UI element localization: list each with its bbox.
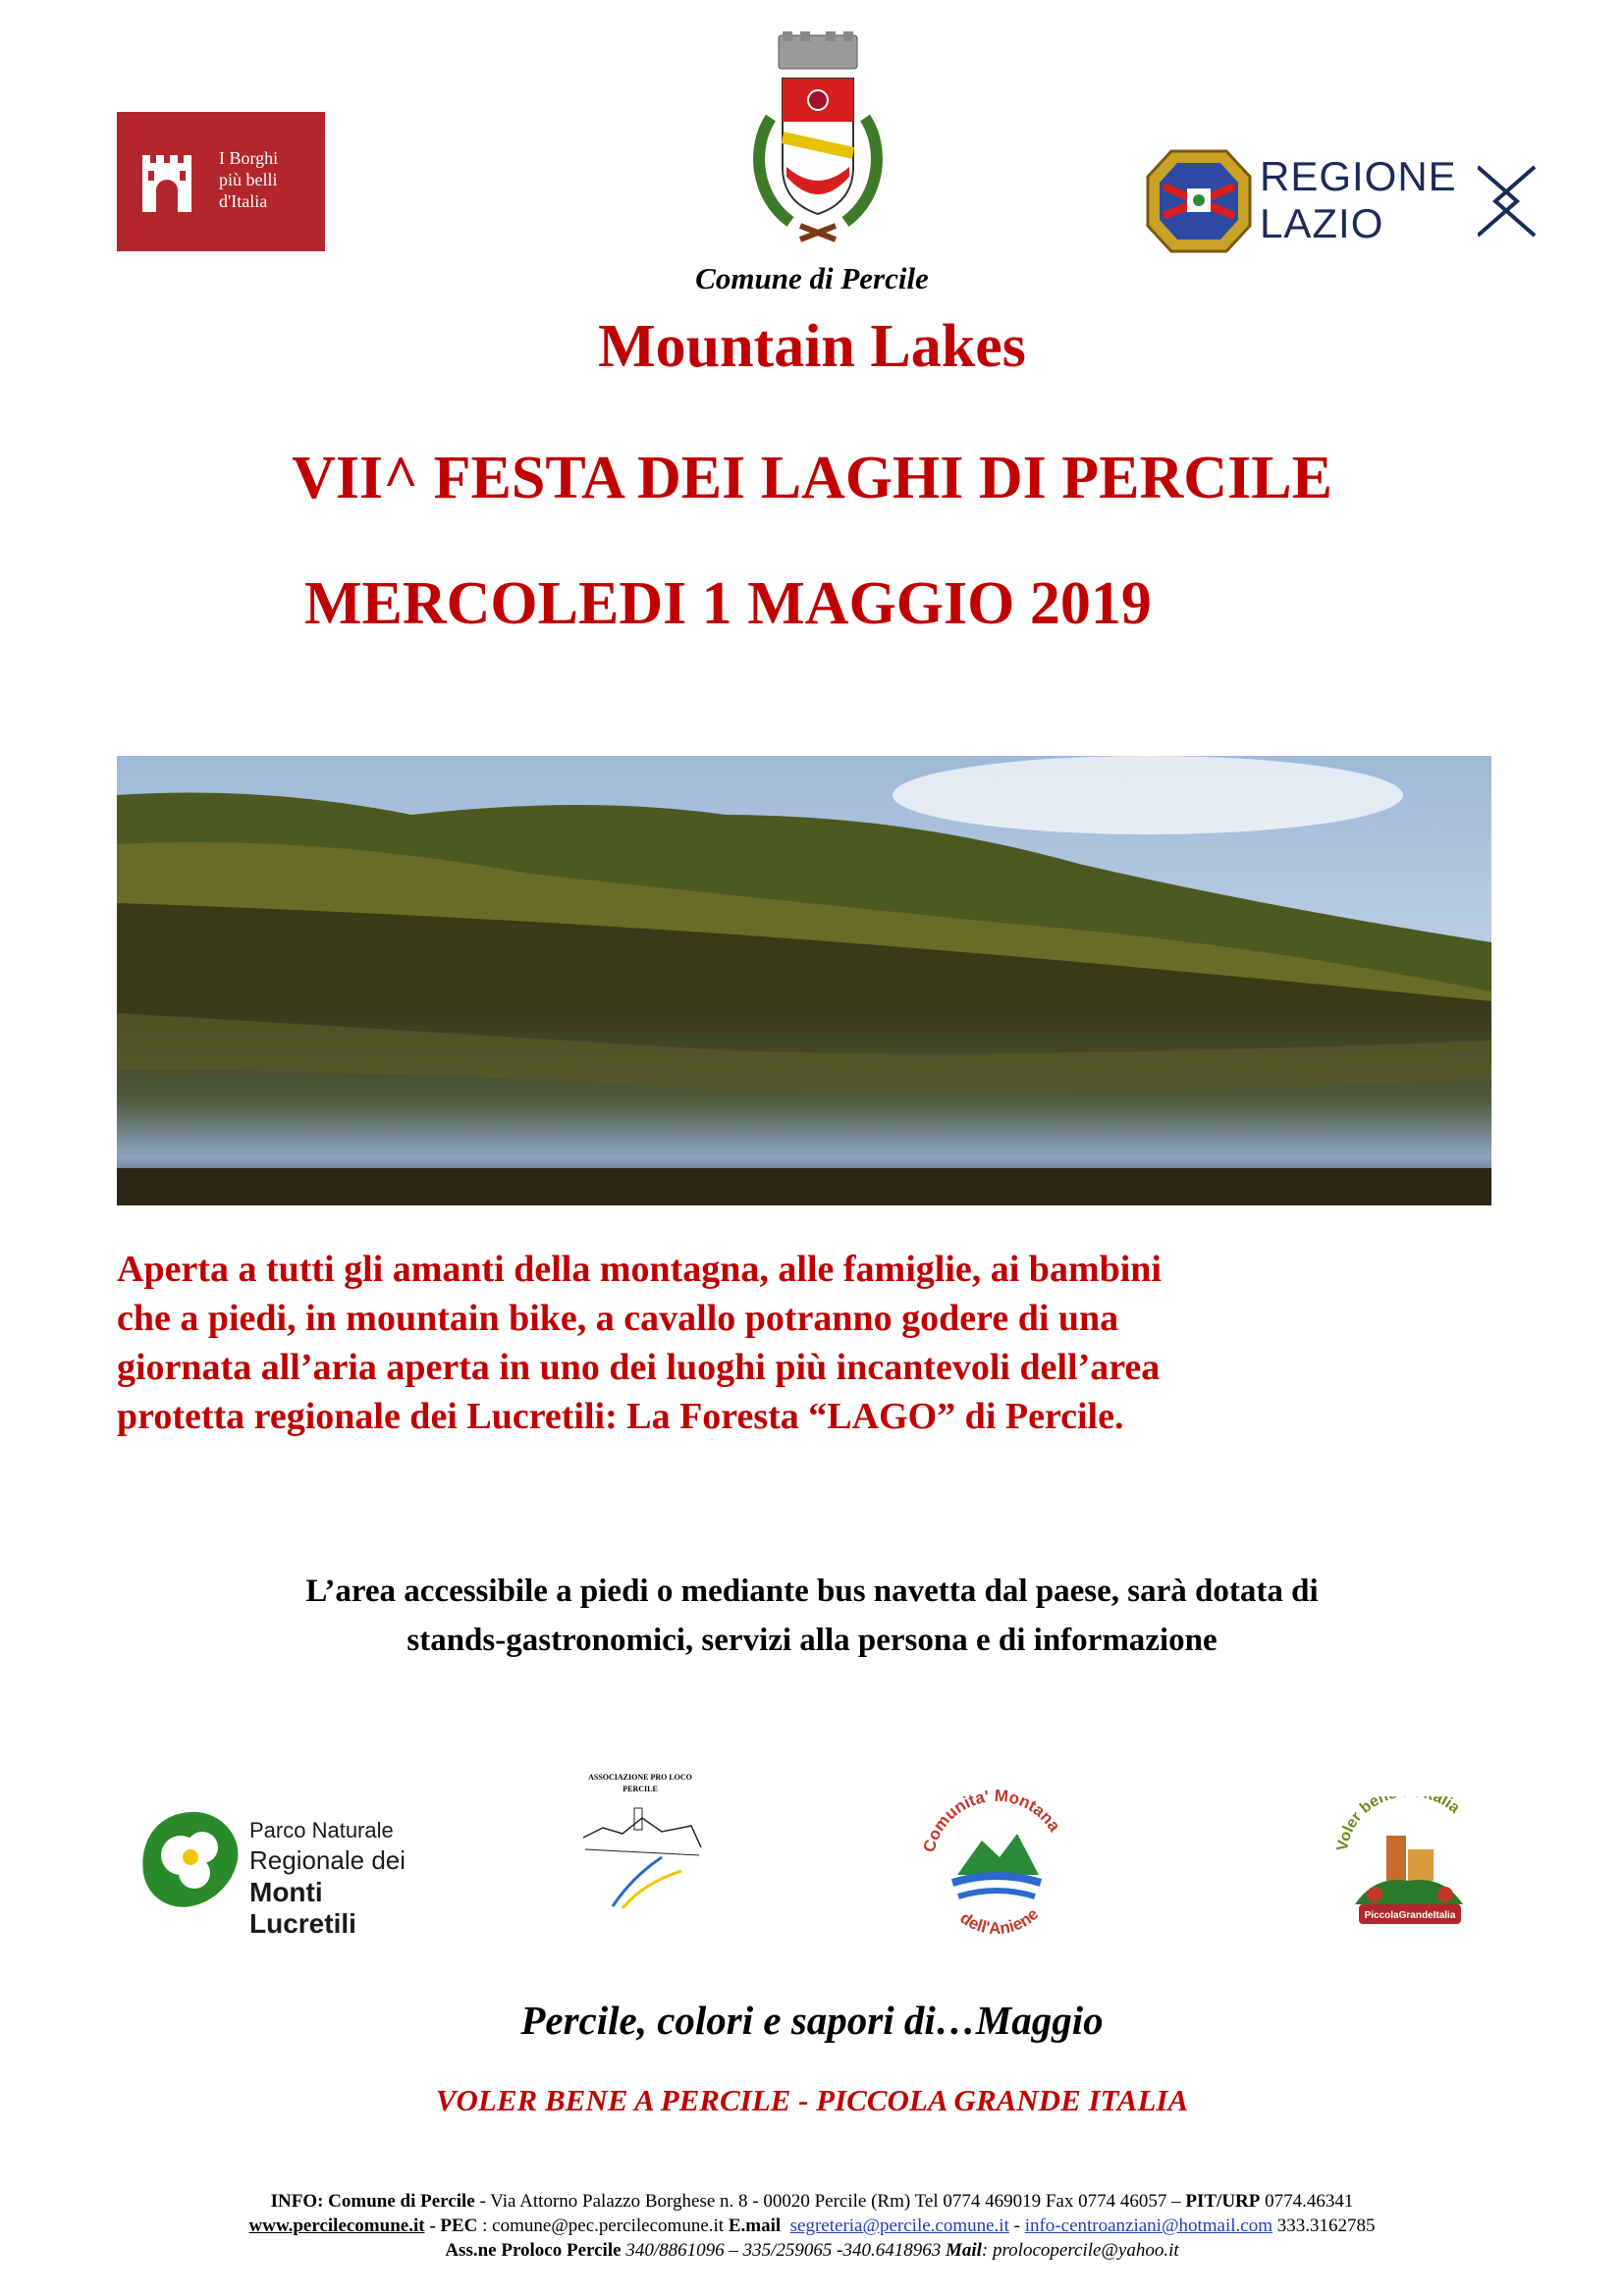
lazio-chevron-icon [1478, 147, 1537, 255]
festival-title: VII^ FESTA DEI LAGHI DI PERCILE [292, 445, 1332, 511]
proloco-email: : prolocopercile@yahoo.it [981, 2240, 1179, 2261]
info-line-3 [0, 2238, 1624, 2263]
intro-paragraph [117, 1245, 1541, 1441]
coat-of-arms-icon [731, 29, 904, 251]
intro-line: che a piedi, in mountain bike, a cavallo potranno godere di una [117, 1298, 1119, 1339]
event-name: Mountain Lakes [598, 313, 1026, 380]
intro-line: giornata all’aria aperta in uno dei luoghi più incantevoli dell’area [117, 1347, 1161, 1388]
proloco-phones: 340/8861096 – 335/259065 -340.6418963 [621, 2240, 946, 2261]
slogan: Percile, colori e sapori di…Maggio [520, 1998, 1104, 2043]
email-label: E.mail [728, 2216, 782, 2236]
info-label: INFO: Comune di Percile [270, 2191, 475, 2212]
montana-top-text: Comunita' Montana [919, 1787, 1064, 1854]
motto: VOLER BENE A PERCILE - PICCOLA GRANDE ITALIA [435, 2083, 1189, 2117]
mobile-phone: 333.3162785 [1272, 2216, 1376, 2236]
lake-photo [117, 756, 1491, 1205]
info-line-2 [0, 2214, 1624, 2238]
voler-bene-italia-logo [1335, 1796, 1483, 1934]
borghi-line-3: d'Italia [219, 191, 268, 211]
montana-emblem-icon [913, 1787, 1080, 1934]
pit-phone: 0774.46341 [1260, 2191, 1354, 2212]
parco-line-3: Monti Lucretili [249, 1877, 356, 1939]
voler-bene-bottom-text: PiccolaGrandeItalia [1364, 1910, 1456, 1921]
village-sketch-icon [573, 1798, 707, 1912]
pec-label: - PEC [424, 2216, 478, 2236]
comune-label: Comune di Percile [695, 261, 929, 295]
email-separator: - [1008, 2216, 1025, 2236]
proloco-percile-logo [573, 1767, 707, 1912]
intro-line: Aperta a tutti gli amanti della montagna, alle famiglie, ai bambini [117, 1249, 1162, 1290]
borghi-piu-belli-logo [117, 112, 325, 251]
access-paragraph [98, 1567, 1526, 1665]
lazio-shield-icon [1144, 147, 1254, 255]
proloco-line-2: PERCILE [623, 1785, 658, 1793]
lazio-line-1: REGIONE [1260, 153, 1457, 199]
parco-monti-lucretili-logo [135, 1804, 430, 1939]
proloco-label: Ass.ne Proloco Percile [445, 2240, 622, 2261]
address-text: - Via Attorno Palazzo Borghese n. 8 - 00020 Percile (Rm) Tel 0774 469019 Fax 0774 46057 – [474, 2191, 1186, 2212]
svg-text:dell'Aniene [956, 1904, 1042, 1934]
access-line: L’area accessibile a piedi o mediante bus navetta dal paese, sarà dotata di [305, 1574, 1319, 1609]
website-link[interactable]: www.percilecomune.it [248, 2216, 425, 2236]
contact-info [0, 2189, 1624, 2263]
voler-bene-emblem-icon [1335, 1796, 1483, 1934]
intro-line: protetta regionale dei Lucretili: La Foresta “LAGO” di Percile. [117, 1396, 1124, 1437]
info-line-1 [0, 2189, 1624, 2214]
regione-lazio-logo [1144, 147, 1537, 255]
parco-line-2: Regionale dei [249, 1845, 406, 1875]
lazio-line-2: LAZIO [1260, 200, 1384, 246]
parco-line-1: Parco Naturale [249, 1818, 394, 1842]
montana-bottom-text: dell'Aniene [956, 1904, 1043, 1934]
access-line: stands-gastronomici, servizi alla persona e di informazione [406, 1623, 1218, 1658]
pec-text: : comune@pec.percilecomune.it [477, 2216, 729, 2236]
mail-label: Mail [945, 2240, 982, 2261]
event-date: MERCOLEDI 1 MAGGIO 2019 [304, 570, 1152, 637]
comunita-montana-logo [913, 1787, 1080, 1934]
flower-icon [135, 1804, 245, 1914]
proloco-line-1: ASSOCIAZIONE PRO LOCO [588, 1773, 692, 1782]
email-segreteria-link[interactable]: segreteria@percile.comune.it [789, 2216, 1009, 2236]
email-centroanziani-link[interactable]: info-centroanziani@hotmail.com [1024, 2216, 1272, 2236]
borghi-line-1: I Borghi [219, 148, 279, 168]
voler-bene-top-text: Voler ben alia [1335, 1796, 1463, 1852]
svg-text:Comunita' Montana [919, 1787, 1063, 1854]
castle-icon [138, 153, 195, 214]
pit-label: PIT/URP [1185, 2191, 1261, 2212]
borghi-line-2: più belli [219, 170, 278, 189]
